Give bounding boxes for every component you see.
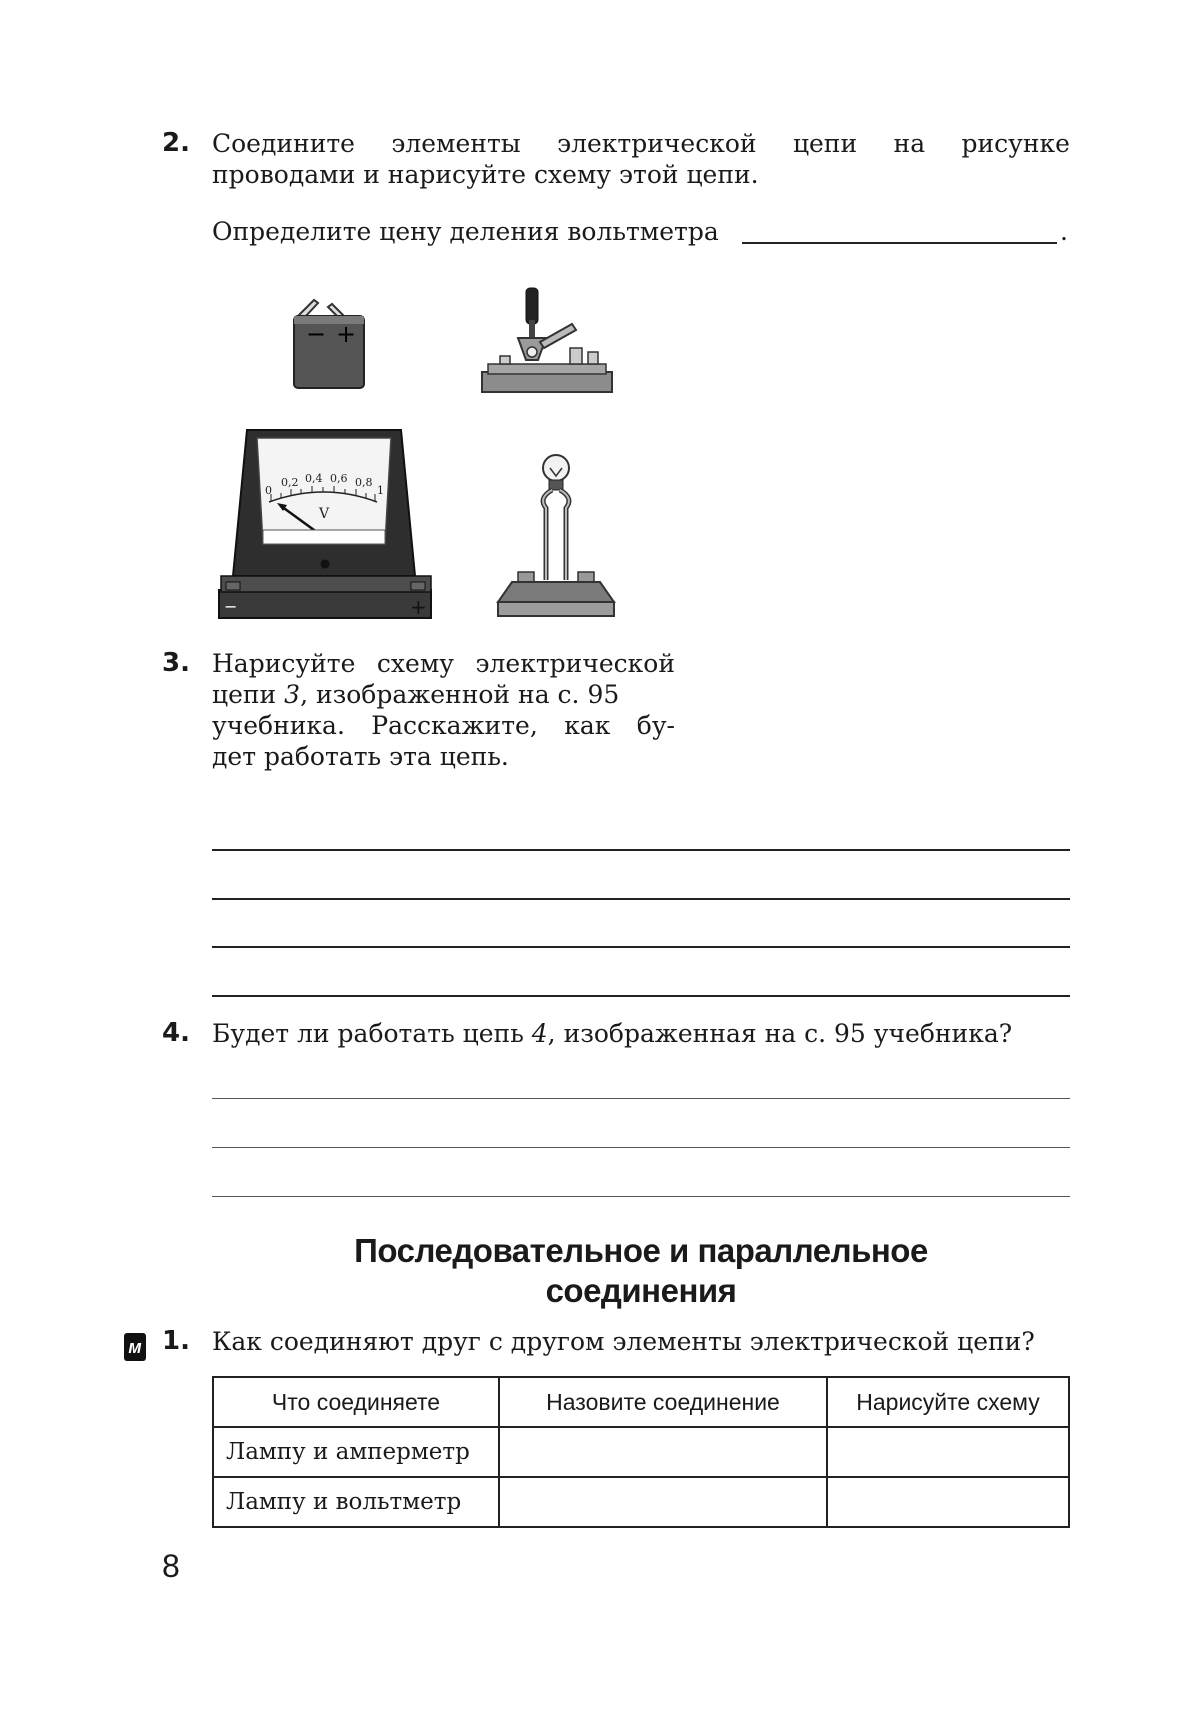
switch-illustration <box>480 280 618 394</box>
task-3-text: , изображенной на с. 95 <box>300 680 620 709</box>
task-3-word: как <box>564 711 611 740</box>
battery-minus-label: − <box>306 320 327 348</box>
column-header: Что соединяете <box>213 1377 499 1427</box>
task-4-text-part: , изображенная на с. 95 учебника? <box>547 1019 1013 1048</box>
task-4-circuit-number: 4 <box>531 1019 548 1048</box>
answer-cell[interactable] <box>827 1477 1069 1527</box>
task-2-prompt: Определите цену деления вольтметра <box>212 217 719 246</box>
task-3-line-2 <box>212 679 675 710</box>
section-title-line-1: Последовательное и параллельное <box>354 1232 928 1269</box>
column-header: Назовите соединение <box>499 1377 827 1427</box>
answer-line[interactable] <box>212 1196 1070 1197</box>
scale-label: 1 <box>377 484 384 497</box>
task-2-word: электрической <box>557 129 757 158</box>
task-2-word: на <box>893 129 926 158</box>
task-3-line-1 <box>212 648 675 679</box>
battery-illustration <box>280 294 376 398</box>
voltmeter-illustration <box>217 426 435 620</box>
task-4-text <box>212 1018 1012 1049</box>
scale-label: 0 <box>265 484 272 497</box>
task-3-number: 3. <box>162 648 190 678</box>
task-2-word: цепи <box>792 129 858 158</box>
section-task-1-number: 1. <box>162 1326 190 1356</box>
task-2-word: элементы <box>391 129 521 158</box>
scale-label: 0,8 <box>355 476 373 489</box>
answer-cell[interactable] <box>499 1427 827 1477</box>
section-task-1-text: Как соединяют друг с другом элементы электрической цепи? <box>212 1327 1035 1356</box>
scale-label: 0,4 <box>305 472 323 485</box>
table-cell: Лампу и амперметр <box>213 1427 499 1477</box>
answer-line[interactable] <box>212 849 1070 851</box>
task-2-prompt-end: . <box>1060 217 1068 246</box>
task-2-word: Соедините <box>212 129 355 158</box>
task-3-word: электрической <box>475 649 675 678</box>
task-3-line-3 <box>212 710 675 741</box>
task-3-line-4: дет работать эта цепь. <box>212 742 509 771</box>
task-3-word: бу- <box>636 711 675 740</box>
mark-icon: м <box>124 1333 146 1361</box>
answer-cell[interactable] <box>499 1477 827 1527</box>
task-2-number: 2. <box>162 128 190 158</box>
task-2-line-1 <box>212 128 1070 159</box>
connections-table <box>212 1376 1070 1528</box>
answer-line[interactable] <box>742 242 1057 244</box>
task-3-text: цепи <box>212 680 285 709</box>
voltmeter-unit: V <box>319 506 330 522</box>
battery-plus-label: + <box>336 320 357 348</box>
lamp-illustration <box>490 452 622 622</box>
answer-cell[interactable] <box>827 1427 1069 1477</box>
task-2-word: рисунке <box>961 129 1070 158</box>
task-2-line-2: проводами и нарисуйте схему этой цепи. <box>212 160 759 189</box>
answer-line[interactable] <box>212 1147 1070 1148</box>
table-row <box>213 1477 1069 1527</box>
task-4-text-part: Будет ли работать цепь <box>212 1019 532 1048</box>
voltmeter-plus-label: + <box>410 595 427 619</box>
table-row <box>213 1427 1069 1477</box>
page-number: 8 <box>162 1548 180 1584</box>
scale-label: 0,6 <box>330 472 348 485</box>
answer-line[interactable] <box>212 995 1070 997</box>
voltmeter-minus-label: − <box>224 597 238 616</box>
table-cell: Лампу и вольтметр <box>213 1477 499 1527</box>
scale-label: 0,2 <box>281 476 299 489</box>
task-3-word: Расскажите, <box>371 711 538 740</box>
task-3-word: Нарисуйте <box>212 649 356 678</box>
table-header-row <box>213 1377 1069 1427</box>
task-4-number: 4. <box>162 1018 190 1048</box>
answer-line[interactable] <box>212 1098 1070 1099</box>
answer-line[interactable] <box>212 898 1070 900</box>
task-3-circuit-number: 3 <box>284 680 301 709</box>
column-header: Нарисуйте схему <box>827 1377 1069 1427</box>
task-3-word: учебника. <box>212 711 345 740</box>
task-3-word: схему <box>376 649 454 678</box>
answer-line[interactable] <box>212 946 1070 948</box>
section-title-line-2: соединения <box>545 1272 737 1309</box>
